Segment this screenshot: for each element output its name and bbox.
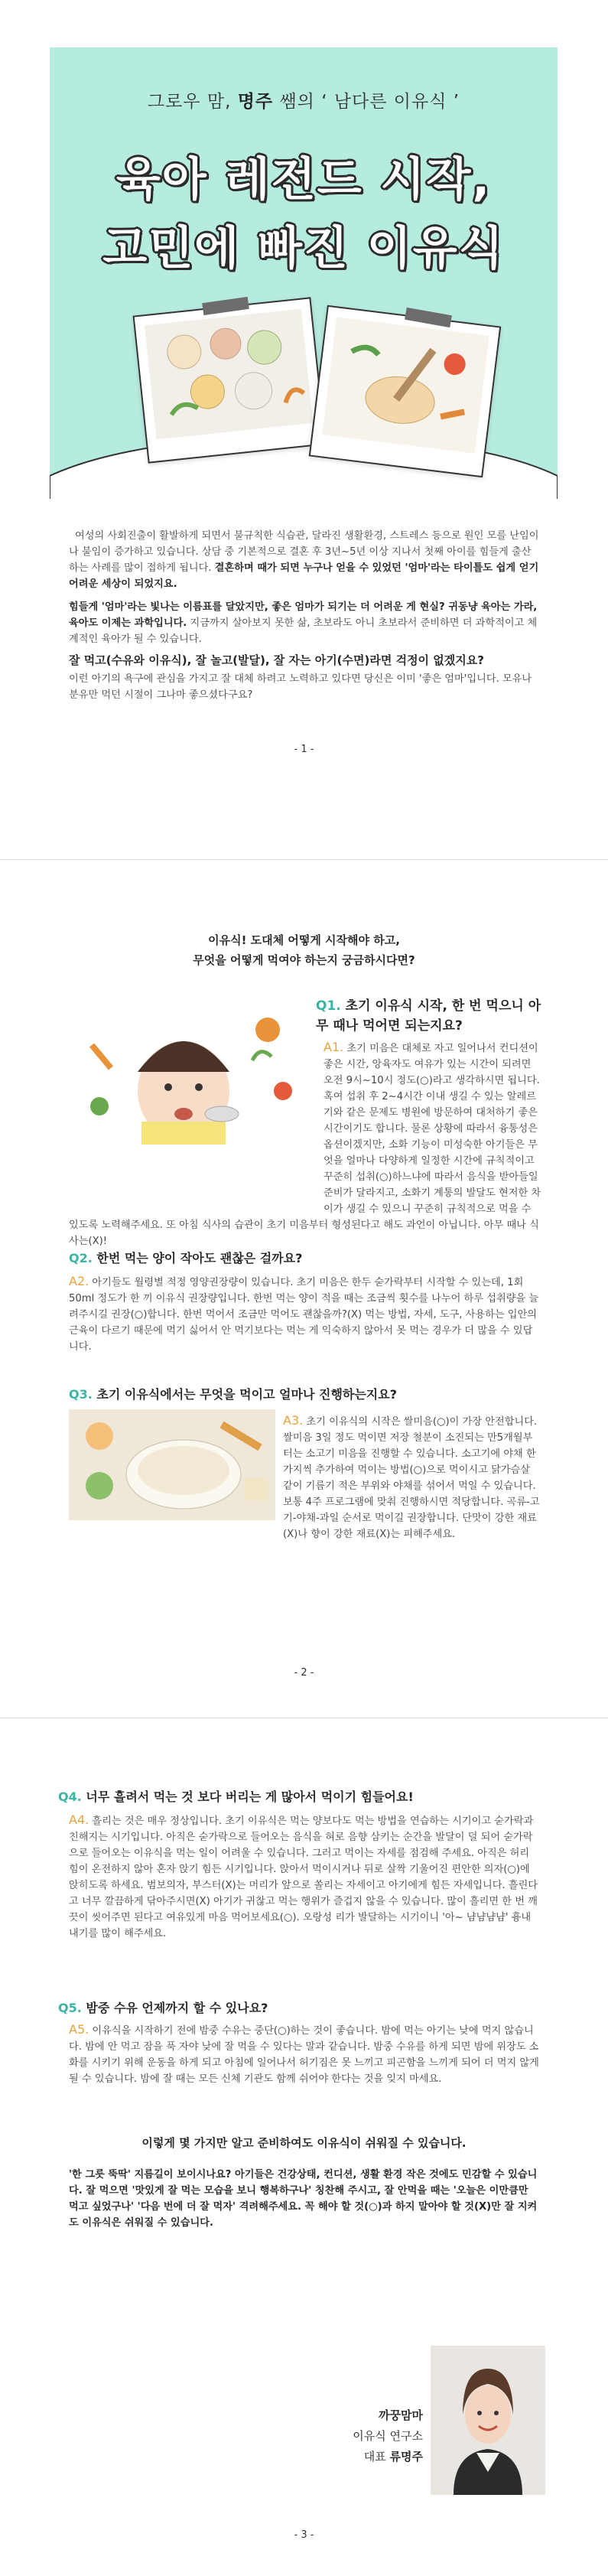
q1-heading: Q1. 초기 이유식 시작, 한 번 먹으니 아무 때나 먹어면 되는지요? [316,998,541,1034]
author-name: 대표 류명주 [363,2450,423,2464]
rice-porridge-photo [69,1409,275,1520]
hero-title-line2: 고민에 빠진 이유식 [102,222,505,275]
polaroid-right [309,305,502,477]
a5-answer: A5. 이유식을 시작하기 전에 밤중 수유는 중단(○)하는 것이 좋습니다. 밤에 먹는 아기는 낮에 먹지 않습니다. 밤에 안 먹고 잠을 푹 자야 낮에 잘 먹을 수 있다는 말과 같습니다. 밤중 수유를 하게 되면 밤에 위장도 소화를 시키기 위해 운동을 하게 되고 아침에 일어나서 허기짐은 못 느끼고 피곤함을 느끼게 되어 더 먹지 않게 될 수 있습니다. 밤에 잘 때는 모든 신체 기관도 함께 쉬어야 한다는 것을 잊지 마세요. [69,2022,539,2085]
q2-heading: Q2. 한번 먹는 양이 작아도 괜찮은 걸까요? [69,1251,303,1265]
a4-answer: A4. 흘리는 것은 매우 정상입니다. 초기 이유식은 먹는 양보다도 먹는 방법을 연습하는 시기이고 숟가락과 친해지는 시기입니다. 아직은 숟가락으로 들어오는 음식을 혀로 음향 삼키는 순간을 발달이 덜 되어 숟가락으로 들어오는 이유식을 먹는 일이 어려울 수 있습니다. 그러고 먹이는 자세를 점검해 주세요. 아직은 허리 힘이 온전하지 않아 혼자 앉기 힘든 시기입니다. 앉아서 먹이시거나 뒤로 살짝 기울어진 편안한 의자(○)에 앉히도록 하세요. 범보의자, 부스터(X)는 머리가 앞으로 쏠리는 자세이고 아기에게 힘든 자세입니다. 흘린다고 너무 깔끔하게 닦아주시면(X) 아기가 귀찮고 먹는 행위가 즐겁지 않을 수 있습니다. 많이 흘리면 한 번 깨끗이 씻어주면 된다고 여유있게 마음 먹어보세요(○). 오랑성 리가 발달하는 시기이니 '아~ 냠냠냠냠' 흉내내기를 많이 해주세요. [69,1812,538,1939]
page-1 [0,0,608,858]
baby-food-bowls-photo [145,309,314,440]
page-2 [0,860,608,1717]
author-photo [431,2346,545,2495]
closing-statement: 이렇게 몇 가지만 알고 준비하여도 이유식이 쉬워질 수 있습니다. [141,2136,467,2150]
hero-subtitle: 그로우 맘, 명주 쌤의 ‘ 남다른 이유식 ’ [147,92,460,112]
hero-banner [50,47,558,499]
hero-title-line1: 육아 레전드 시작, [115,153,492,207]
intro-paragraph: 여성의 사회진출이 활발하게 되면서 불규칙한 식습관, 달라진 생활환경, 스트레스 등으로 원인 모를 난임이나 불임이 증가하고 있습니다. 상담 중 기본적으로 결혼 후 3년~5년 이상 지나서 첫째 아이를 힘들게 출산하는 사례를 많이 접하게 됩니다. 결혼하며 때가 되면 누구나 얻을 수 있었던 '엄마'라는 타이틀도 쉽게 얻기 어려운 세상이 되었지요. [69,530,539,590]
science-paragraph: 힘들게 '엄마'라는 빛나는 이름표를 달았지만, 좋은 엄마가 되기는 더 어려운 게 현실? 귀동냥 육아는 가라, 육아도 이제는 과학입니다. 지금까지 살아보지 못한 삶, 초보라도 아니 초보라서 준비하면 더 과학적이고 체계적인 육아가 될 수 있습니다. [69,601,538,645]
question-heading: 잘 먹고(수유와 이유식), 잘 놀고(발달), 잘 자는 아기(수면)라면 걱정이 없겠지요? [69,653,484,667]
page-number-2: - 2 - [294,1667,314,1679]
closing-paragraph: 이런 아기의 욕구에 관심을 가지고 잘 대체 하려고 노력하고 있다면 당신은 이미 '좋은 엄마'입니다. 모유나 분유만 먹던 시절이 그나마 좋으셨다구요? [69,673,532,701]
page-3 [0,1718,608,2576]
author-nickname: 까꿍맘마 [379,2408,423,2422]
a2-answer: A2. 아기들도 월령별 적정 영양권장량이 있습니다. 초기 미음은 한두 숟가락부터 시작할 수 있는데, 1회 50ml 정도가 한 끼 이유식 권장량입니다. 한번 먹는 양이 적을 때는 조금씩 횟수를 나누어 하루 섭취량을 늘려주시길 권장(○)합니다. 한번 먹어서 조금만 먹어도 괜찮을까?(X) 먹는 방법, 자세, 도구, 사용하는 입안의 근육이 다르기 때문에 먹기 싫어서 안 먹기보다는 먹는 게 익숙하지 않아서 못 먹는 경우가 더 많을 수 있답니다. [69,1274,539,1353]
q3-heading: Q3. 초기 이유식에서는 무엇을 먹이고 얼마나 진행하는지요? [69,1387,398,1402]
polaroid-left [133,297,327,463]
a1-answer: A1. 초기 미음은 대체로 자고 일어나서 컨디션이 좋은 시간, 앙육자도 여유가 있는 시간이 되려면 오전 9시~10시 정도(○)라고 생각하시면 됩니다. 혹여 섭취 후 2~4시간 이내 생길 수 있는 알레르기와 같은 문제도 병원에 방문하여 대처하기 좋은 시간이기도 합니다. 물론 상황에 따라서 융통성은 옵션이겠지만, 소화 기능이 미성숙한 아기들은 무엇을 얼마나 다양하게 일정한 시간에 규칙적이고 꾸준히 섭취(○)하느냐에 따라서 음식을 받아들일 준비가 달라지고, 소화기 계통의 발달도 현저한 차이가 생길 수 있으니 꾸준히 규칙적으로 먹을 수 있도록 노력해주세요. 또 아침 식사의 습관이 초기 미음부터 형성된다고 해도 과언이 아닙니다. 아무 때나 식사는(X)! [69,1040,541,1247]
q4-heading: Q4. 너무 흘려서 먹는 것 보다 버리는 게 많아서 먹이기 힘들어요! [58,1790,414,1804]
final-paragraph: '한 그릇 뚝딱' 지름길이 보이시나요? 아기들은 건강상태, 컨디션, 생활 환경 작은 것에도 민감할 수 있습니다. 잘 먹으면 '맛있게 잘 먹는 모습을 보니 행복하구나' 칭찬해 주시고, 잘 안먹을 때는 '오늘은 이만큼만 먹고 싶었구나' '다음 번에 더 잘 먹자' 격려해주세요. 꼭 해야 할 것(○)과 하지 말아야 할 것(X)만 잘 지켜도 이유식은 쉬워질 수 있습니다. [69,2169,538,2229]
author-org: 이유식 연구소 [353,2429,423,2443]
a3-answer: A3. 초기 이유식의 시작은 쌀미음(○)이 가장 안전합니다. 쌀미음 3일 정도 먹이면 저장 철분이 소진되는 만5개월부터는 소고기 미음을 진행할 수 있습니다. 소고기에 야채 한가지씩 추가하여 먹이는 방법(○)으로 먹이시고 닭가슴살 같이 기름기 적은 부위와 야채를 섞어서 먹일 수 있습니다. 보통 4주 프로그램에 맞춰 진행하시면 적당합니다. 곡류-고기-야채-과일 순서로 먹이길 권장합니다. 단맛이 강한 재료(X)나 향이 강한 재료(X)는 피해주세요. [283,1413,540,1540]
page-number-1: - 1 - [294,744,314,755]
page-number-3: - 3 - [294,2529,314,2541]
baby-food-spoon-photo [322,317,489,453]
page2-intro: 이유식! 도대체 어떻게 시작해야 하고, 무엇을 어떻게 먹여야 하는지 궁금하시다면? [193,933,415,967]
q5-heading: Q5. 밤중 수유 언제까지 할 수 있나요? [58,2001,268,2015]
